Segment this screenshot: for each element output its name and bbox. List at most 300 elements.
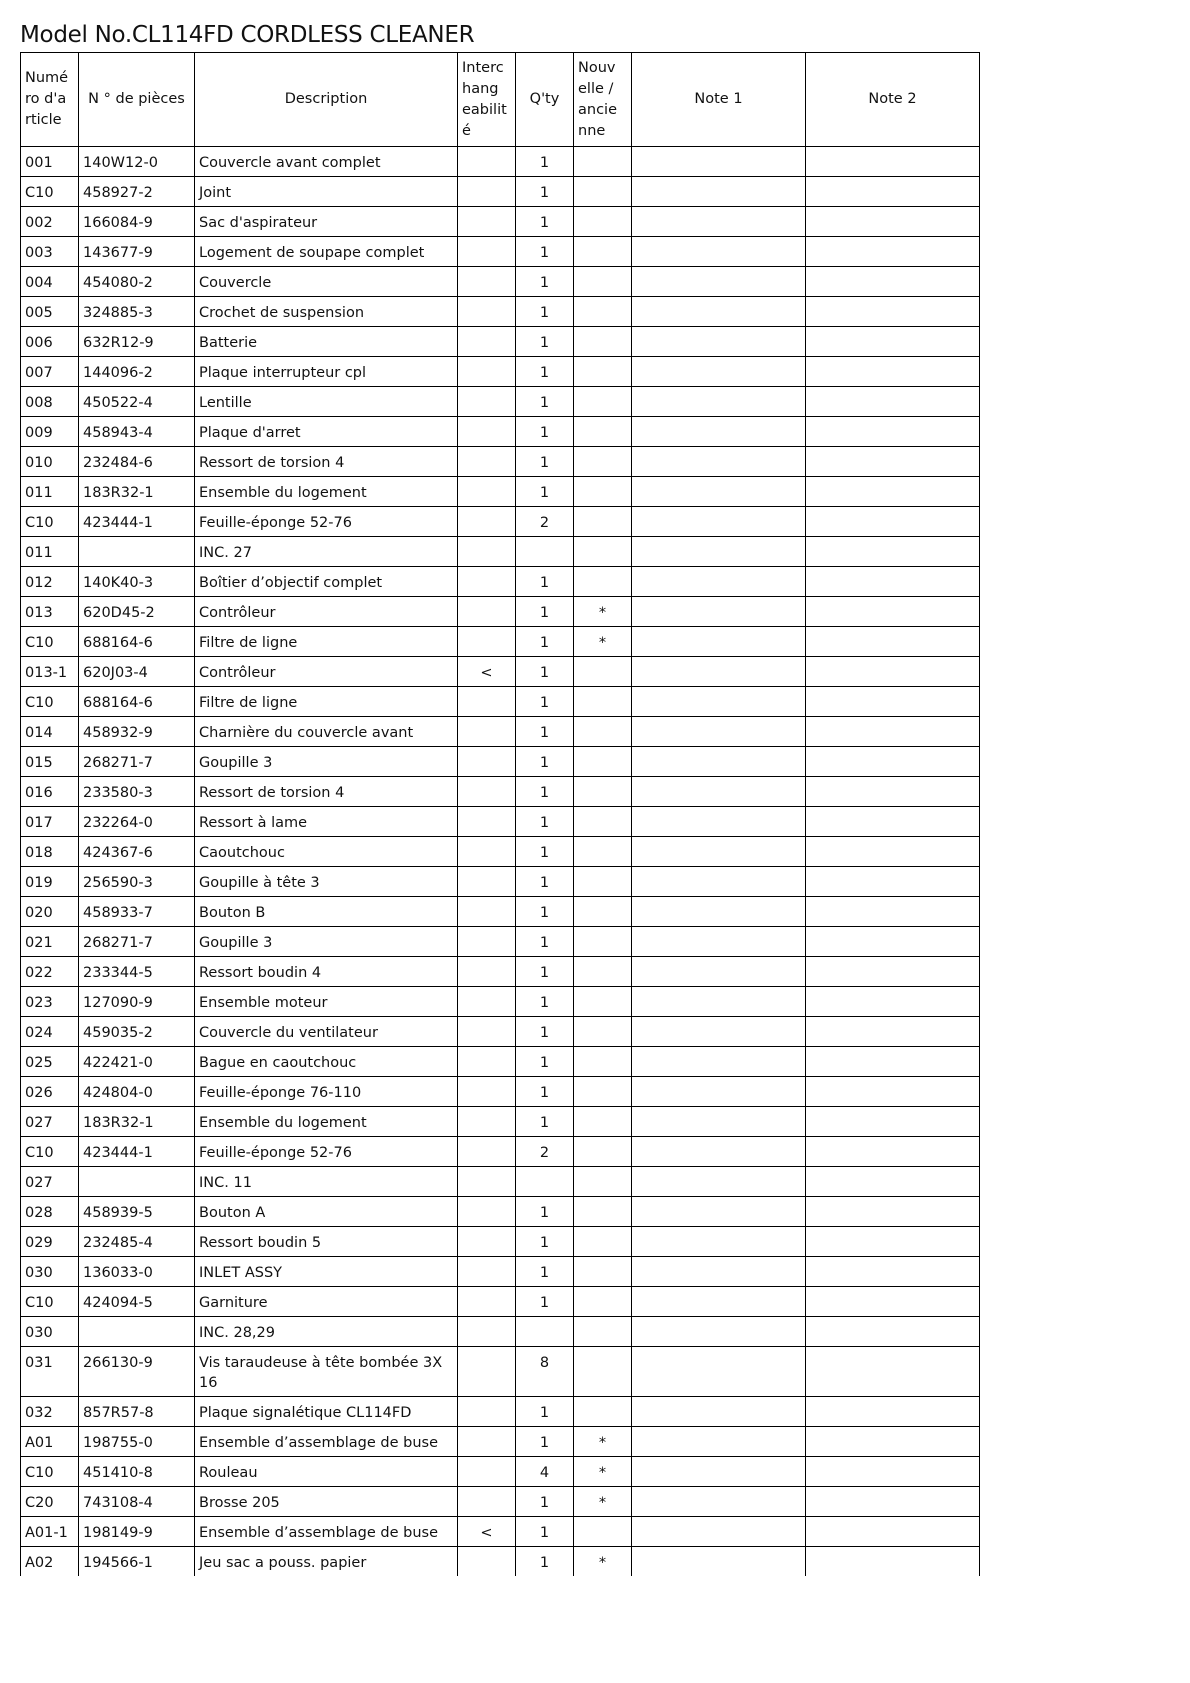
new-old-cell: * <box>574 1487 632 1517</box>
new-old-cell <box>574 747 632 777</box>
item-number-cell: 003 <box>21 237 79 267</box>
column-header-interchangeability: Interc hang eabilit é <box>458 53 516 147</box>
description-cell: Rouleau <box>195 1457 458 1487</box>
interchangeability-cell: < <box>458 657 516 687</box>
item-number-cell: C10 <box>21 1287 79 1317</box>
quantity-cell: 2 <box>516 507 574 537</box>
description-cell: Caoutchouc <box>195 837 458 867</box>
note-2-cell <box>806 1487 980 1517</box>
interchangeability-cell <box>458 1257 516 1287</box>
part-number-cell: 268271-7 <box>79 747 195 777</box>
new-old-cell <box>574 477 632 507</box>
part-number-cell: 450522-4 <box>79 387 195 417</box>
table-row <box>21 1047 980 1077</box>
quantity-cell <box>516 537 574 567</box>
interchangeability-cell <box>458 1167 516 1197</box>
quantity-cell: 1 <box>516 657 574 687</box>
description-cell: Bouton A <box>195 1197 458 1227</box>
note-2-cell <box>806 1347 980 1397</box>
note-2-cell <box>806 1317 980 1347</box>
note-2-cell <box>806 1287 980 1317</box>
part-number-cell: 424367-6 <box>79 837 195 867</box>
table-row <box>21 297 980 327</box>
interchangeability-cell <box>458 417 516 447</box>
item-number-cell: 014 <box>21 717 79 747</box>
note-1-cell <box>632 1347 806 1397</box>
interchangeability-cell <box>458 477 516 507</box>
new-old-cell <box>574 387 632 417</box>
interchangeability-cell <box>458 357 516 387</box>
note-2-cell <box>806 147 980 177</box>
description-cell: INC. 11 <box>195 1167 458 1197</box>
quantity-cell: 1 <box>516 177 574 207</box>
part-number-cell: 324885-3 <box>79 297 195 327</box>
quantity-cell: 1 <box>516 1197 574 1227</box>
new-old-cell <box>574 657 632 687</box>
quantity-cell: 1 <box>516 207 574 237</box>
note-2-cell <box>806 1517 980 1547</box>
note-1-cell <box>632 567 806 597</box>
table-row <box>21 477 980 507</box>
item-number-cell: 030 <box>21 1257 79 1287</box>
quantity-cell: 1 <box>516 387 574 417</box>
table-row <box>21 597 980 627</box>
description-cell: Ensemble du logement <box>195 477 458 507</box>
table-row <box>21 1227 980 1257</box>
note-2-cell <box>806 1427 980 1457</box>
description-cell: Ressort à lame <box>195 807 458 837</box>
new-old-cell <box>574 1047 632 1077</box>
note-1-cell <box>632 1017 806 1047</box>
note-1-cell <box>632 207 806 237</box>
column-header-item-number: Numé ro d'a rticle <box>21 53 79 147</box>
interchangeability-cell <box>458 1197 516 1227</box>
note-2-cell <box>806 717 980 747</box>
table-row <box>21 1197 980 1227</box>
note-1-cell <box>632 777 806 807</box>
description-cell: Ensemble d’assemblage de buse <box>195 1517 458 1547</box>
note-1-cell <box>632 237 806 267</box>
note-2-cell <box>806 1457 980 1487</box>
part-number-cell <box>79 1167 195 1197</box>
description-cell: Jeu sac a pouss. papier <box>195 1547 458 1577</box>
interchangeability-cell <box>458 267 516 297</box>
item-number-cell: A02 <box>21 1547 79 1577</box>
interchangeability-cell <box>458 807 516 837</box>
note-2-cell <box>806 627 980 657</box>
table-row <box>21 1257 980 1287</box>
description-cell: Boîtier d’objectif complet <box>195 567 458 597</box>
note-2-cell <box>806 927 980 957</box>
item-number-cell: 001 <box>21 147 79 177</box>
item-number-cell: 002 <box>21 207 79 237</box>
note-2-cell <box>806 957 980 987</box>
note-1-cell <box>632 1167 806 1197</box>
note-1-cell <box>632 597 806 627</box>
new-old-cell <box>574 237 632 267</box>
part-number-cell: 256590-3 <box>79 867 195 897</box>
table-row <box>21 1107 980 1137</box>
interchangeability-cell <box>458 327 516 357</box>
table-row <box>21 147 980 177</box>
new-old-cell <box>574 1167 632 1197</box>
table-row <box>21 747 980 777</box>
new-old-cell <box>574 1317 632 1347</box>
item-number-cell: 012 <box>21 567 79 597</box>
note-1-cell <box>632 1517 806 1547</box>
part-number-cell: 688164-6 <box>79 627 195 657</box>
part-number-cell: 198149-9 <box>79 1517 195 1547</box>
quantity-cell: 1 <box>516 987 574 1017</box>
interchangeability-cell <box>458 747 516 777</box>
table-row <box>21 267 980 297</box>
column-header-note-2: Note 2 <box>806 53 980 147</box>
note-1-cell <box>632 447 806 477</box>
description-cell: Filtre de ligne <box>195 687 458 717</box>
item-number-cell: 016 <box>21 777 79 807</box>
quantity-cell <box>516 1317 574 1347</box>
description-cell: Joint <box>195 177 458 207</box>
interchangeability-cell <box>458 1397 516 1427</box>
interchangeability-cell <box>458 1287 516 1317</box>
note-2-cell <box>806 327 980 357</box>
description-cell: Batterie <box>195 327 458 357</box>
quantity-cell: 1 <box>516 1107 574 1137</box>
part-number-cell: 423444-1 <box>79 1137 195 1167</box>
new-old-cell <box>574 1017 632 1047</box>
description-cell: INLET ASSY <box>195 1257 458 1287</box>
interchangeability-cell <box>458 1107 516 1137</box>
part-number-cell: 632R12-9 <box>79 327 195 357</box>
item-number-cell: 025 <box>21 1047 79 1077</box>
item-number-cell: 020 <box>21 897 79 927</box>
table-row <box>21 1517 980 1547</box>
part-number-cell: 268271-7 <box>79 927 195 957</box>
item-number-cell: 023 <box>21 987 79 1017</box>
item-number-cell: 018 <box>21 837 79 867</box>
item-number-cell: 017 <box>21 807 79 837</box>
item-number-cell: 021 <box>21 927 79 957</box>
note-2-cell <box>806 1137 980 1167</box>
quantity-cell: 1 <box>516 837 574 867</box>
description-cell: Ressort boudin 5 <box>195 1227 458 1257</box>
note-2-cell <box>806 1197 980 1227</box>
new-old-cell <box>574 447 632 477</box>
item-number-cell: C10 <box>21 1457 79 1487</box>
quantity-cell: 1 <box>516 957 574 987</box>
new-old-cell <box>574 1227 632 1257</box>
description-cell: INC. 28,29 <box>195 1317 458 1347</box>
quantity-cell: 1 <box>516 447 574 477</box>
note-2-cell <box>806 207 980 237</box>
note-1-cell <box>632 1427 806 1457</box>
note-1-cell <box>632 267 806 297</box>
quantity-cell: 1 <box>516 627 574 657</box>
part-number-cell: 183R32-1 <box>79 1107 195 1137</box>
quantity-cell: 1 <box>516 1397 574 1427</box>
quantity-cell: 1 <box>516 1047 574 1077</box>
new-old-cell <box>574 1197 632 1227</box>
interchangeability-cell <box>458 177 516 207</box>
new-old-cell <box>574 147 632 177</box>
description-cell: Vis taraudeuse à tête bombée 3X 16 <box>195 1347 458 1397</box>
part-number-cell: 620D45-2 <box>79 597 195 627</box>
table-row <box>21 507 980 537</box>
note-1-cell <box>632 1047 806 1077</box>
table-row <box>21 897 980 927</box>
new-old-cell: * <box>574 597 632 627</box>
item-number-cell: 010 <box>21 447 79 477</box>
description-cell: Couvercle du ventilateur <box>195 1017 458 1047</box>
table-row <box>21 777 980 807</box>
interchangeability-cell <box>458 447 516 477</box>
column-header-quantity: Q'ty <box>516 53 574 147</box>
note-1-cell <box>632 657 806 687</box>
description-cell: Brosse 205 <box>195 1487 458 1517</box>
note-1-cell <box>632 1457 806 1487</box>
table-row <box>21 1487 980 1517</box>
part-number-cell: 451410-8 <box>79 1457 195 1487</box>
part-number-cell: 458933-7 <box>79 897 195 927</box>
part-number-cell <box>79 1317 195 1347</box>
note-2-cell <box>806 687 980 717</box>
interchangeability-cell <box>458 627 516 657</box>
table-row <box>21 177 980 207</box>
parts-table-body <box>21 147 980 1577</box>
description-cell: Plaque d'arret <box>195 417 458 447</box>
part-number-cell: 136033-0 <box>79 1257 195 1287</box>
item-number-cell: 032 <box>21 1397 79 1427</box>
description-cell: Ensemble du logement <box>195 1107 458 1137</box>
note-1-cell <box>632 357 806 387</box>
note-2-cell <box>806 447 980 477</box>
interchangeability-cell <box>458 207 516 237</box>
part-number-cell: 144096-2 <box>79 357 195 387</box>
new-old-cell <box>574 537 632 567</box>
column-header-description: Description <box>195 53 458 147</box>
description-cell: Charnière du couvercle avant <box>195 717 458 747</box>
item-number-cell: A01 <box>21 1427 79 1457</box>
new-old-cell <box>574 927 632 957</box>
table-row <box>21 687 980 717</box>
quantity-cell: 1 <box>516 1227 574 1257</box>
item-number-cell: 022 <box>21 957 79 987</box>
part-number-cell: 140W12-0 <box>79 147 195 177</box>
quantity-cell: 2 <box>516 1137 574 1167</box>
part-number-cell: 183R32-1 <box>79 477 195 507</box>
note-2-cell <box>806 1227 980 1257</box>
new-old-cell <box>574 807 632 837</box>
quantity-cell: 1 <box>516 1077 574 1107</box>
note-2-cell <box>806 1017 980 1047</box>
table-row <box>21 417 980 447</box>
item-number-cell: 013 <box>21 597 79 627</box>
new-old-cell: * <box>574 1427 632 1457</box>
table-row <box>21 567 980 597</box>
item-number-cell: 008 <box>21 387 79 417</box>
interchangeability-cell <box>458 1547 516 1577</box>
table-row <box>21 1347 980 1397</box>
quantity-cell: 1 <box>516 1517 574 1547</box>
note-1-cell <box>632 957 806 987</box>
item-number-cell: C10 <box>21 687 79 717</box>
note-1-cell <box>632 1107 806 1137</box>
part-number-cell: 266130-9 <box>79 1347 195 1397</box>
new-old-cell <box>574 1517 632 1547</box>
page-title: Model No.CL114FD CORDLESS CLEANER <box>20 22 475 48</box>
new-old-cell <box>574 1287 632 1317</box>
part-number-cell: 620J03-4 <box>79 657 195 687</box>
quantity-cell: 1 <box>516 327 574 357</box>
note-2-cell <box>806 417 980 447</box>
note-1-cell <box>632 717 806 747</box>
note-1-cell <box>632 687 806 717</box>
part-number-cell: 198755-0 <box>79 1427 195 1457</box>
new-old-cell <box>574 507 632 537</box>
interchangeability-cell <box>458 1137 516 1167</box>
new-old-cell <box>574 987 632 1017</box>
interchangeability-cell <box>458 297 516 327</box>
table-row <box>21 867 980 897</box>
part-number-cell: 140K40-3 <box>79 567 195 597</box>
table-row <box>21 957 980 987</box>
note-1-cell <box>632 477 806 507</box>
note-2-cell <box>806 987 980 1017</box>
item-number-cell: 011 <box>21 477 79 507</box>
interchangeability-cell <box>458 837 516 867</box>
table-row <box>21 1317 980 1347</box>
column-header-note-1: Note 1 <box>632 53 806 147</box>
new-old-cell <box>574 1107 632 1137</box>
part-number-cell: 194566-1 <box>79 1547 195 1577</box>
note-1-cell <box>632 297 806 327</box>
description-cell: Bague en caoutchouc <box>195 1047 458 1077</box>
note-2-cell <box>806 1107 980 1137</box>
note-2-cell <box>806 597 980 627</box>
description-cell: Lentille <box>195 387 458 417</box>
table-header-row <box>21 53 980 147</box>
column-header-new-old: Nouv elle / ancie nne <box>574 53 632 147</box>
description-cell: Sac d'aspirateur <box>195 207 458 237</box>
table-row <box>21 1457 980 1487</box>
quantity-cell: 1 <box>516 237 574 267</box>
new-old-cell <box>574 1257 632 1287</box>
note-1-cell <box>632 1547 806 1577</box>
new-old-cell <box>574 957 632 987</box>
quantity-cell: 1 <box>516 1257 574 1287</box>
quantity-cell: 1 <box>516 1487 574 1517</box>
part-number-cell: 688164-6 <box>79 687 195 717</box>
note-1-cell <box>632 1487 806 1517</box>
interchangeability-cell <box>458 1457 516 1487</box>
part-number-cell: 857R57-8 <box>79 1397 195 1427</box>
quantity-cell: 1 <box>516 477 574 507</box>
note-2-cell <box>806 387 980 417</box>
interchangeability-cell: < <box>458 1517 516 1547</box>
note-1-cell <box>632 1227 806 1257</box>
new-old-cell <box>574 897 632 927</box>
quantity-cell <box>516 1167 574 1197</box>
interchangeability-cell <box>458 687 516 717</box>
table-row <box>21 717 980 747</box>
table-row <box>21 1137 980 1167</box>
table-row <box>21 987 980 1017</box>
interchangeability-cell <box>458 717 516 747</box>
table-row <box>21 537 980 567</box>
interchangeability-cell <box>458 507 516 537</box>
description-cell: Ressort boudin 4 <box>195 957 458 987</box>
note-1-cell <box>632 927 806 957</box>
table-row <box>21 387 980 417</box>
new-old-cell: * <box>574 1457 632 1487</box>
description-cell: Feuille-éponge 52-76 <box>195 1137 458 1167</box>
note-1-cell <box>632 987 806 1017</box>
item-number-cell: 026 <box>21 1077 79 1107</box>
item-number-cell: 027 <box>21 1107 79 1137</box>
item-number-cell: A01-1 <box>21 1517 79 1547</box>
quantity-cell: 1 <box>516 357 574 387</box>
part-number-cell: 458939-5 <box>79 1197 195 1227</box>
quantity-cell: 1 <box>516 297 574 327</box>
part-number-cell: 166084-9 <box>79 207 195 237</box>
note-1-cell <box>632 897 806 927</box>
interchangeability-cell <box>458 597 516 627</box>
note-2-cell <box>806 777 980 807</box>
description-cell: Garniture <box>195 1287 458 1317</box>
item-number-cell: C10 <box>21 507 79 537</box>
quantity-cell: 1 <box>516 417 574 447</box>
quantity-cell: 8 <box>516 1347 574 1397</box>
table-row <box>21 1017 980 1047</box>
quantity-cell: 1 <box>516 1017 574 1047</box>
table-row <box>21 1547 980 1577</box>
description-cell: Contrôleur <box>195 597 458 627</box>
note-1-cell <box>632 537 806 567</box>
description-cell: Ressort de torsion 4 <box>195 777 458 807</box>
new-old-cell <box>574 567 632 597</box>
interchangeability-cell <box>458 1077 516 1107</box>
part-number-cell: 454080-2 <box>79 267 195 297</box>
item-number-cell: C10 <box>21 1137 79 1167</box>
quantity-cell: 1 <box>516 807 574 837</box>
item-number-cell: 029 <box>21 1227 79 1257</box>
interchangeability-cell <box>458 1017 516 1047</box>
new-old-cell: * <box>574 1547 632 1577</box>
quantity-cell: 1 <box>516 717 574 747</box>
note-1-cell <box>632 1397 806 1427</box>
note-2-cell <box>806 567 980 597</box>
item-number-cell: 005 <box>21 297 79 327</box>
description-cell: Goupille 3 <box>195 927 458 957</box>
item-number-cell: 006 <box>21 327 79 357</box>
item-number-cell: 011 <box>21 537 79 567</box>
note-2-cell <box>806 507 980 537</box>
part-number-cell: 422421-0 <box>79 1047 195 1077</box>
note-2-cell <box>806 747 980 777</box>
part-number-cell: 423444-1 <box>79 507 195 537</box>
item-number-cell: 007 <box>21 357 79 387</box>
table-row <box>21 1077 980 1107</box>
item-number-cell: 024 <box>21 1017 79 1047</box>
description-cell: Bouton B <box>195 897 458 927</box>
description-cell: Crochet de suspension <box>195 297 458 327</box>
quantity-cell: 1 <box>516 267 574 297</box>
quantity-cell: 1 <box>516 1427 574 1457</box>
note-2-cell <box>806 807 980 837</box>
quantity-cell: 1 <box>516 897 574 927</box>
note-1-cell <box>632 807 806 837</box>
interchangeability-cell <box>458 387 516 417</box>
